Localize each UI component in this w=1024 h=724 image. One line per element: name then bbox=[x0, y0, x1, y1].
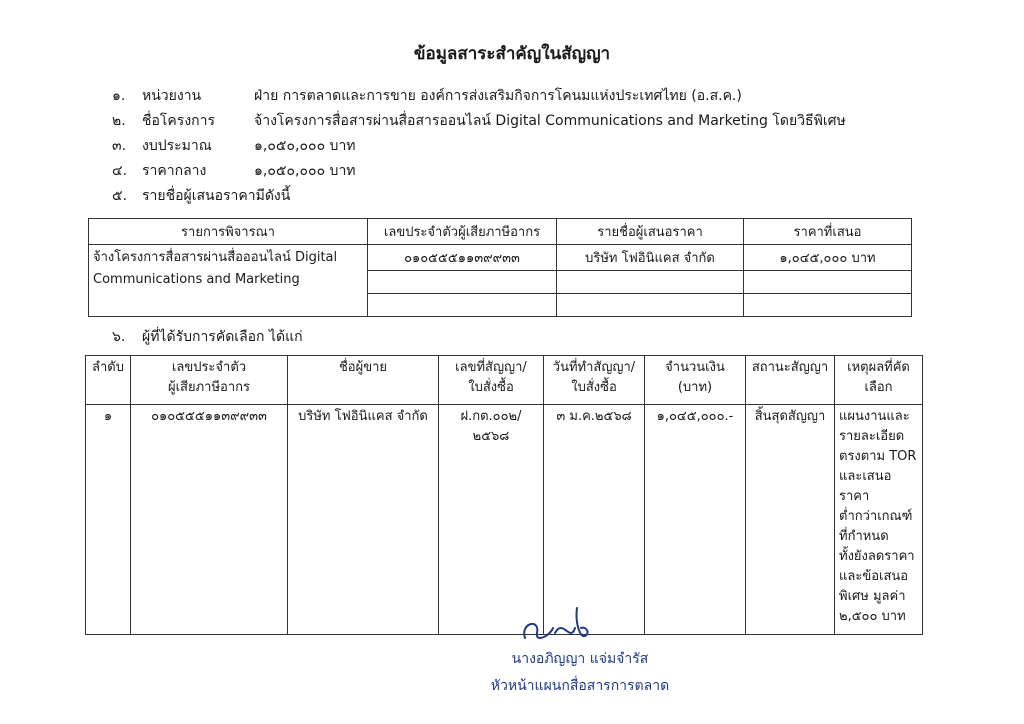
reason-line: พิเศษ มูลค่า bbox=[839, 589, 906, 604]
info-num: ๓. bbox=[112, 138, 127, 154]
info-line-project bbox=[112, 110, 846, 132]
table-row bbox=[86, 405, 923, 635]
winners-table bbox=[85, 355, 923, 635]
info-label: รายชื่อผู้เสนอราคามีดังนี้ bbox=[142, 188, 291, 204]
info-label: ชื่อโครงการ bbox=[142, 113, 216, 129]
item-cell: จ้างโครงการสื่อสารผ่านสื่อออนไลน์ Digital Communications and Marketing bbox=[89, 245, 368, 317]
tax-id-cell: ๐๑๐๕๕๕๑๑๓๙๙๓๓ bbox=[368, 245, 557, 271]
reason-line: และข้อเสนอ bbox=[839, 569, 909, 584]
table-row bbox=[89, 245, 912, 271]
page-title: ข้อมูลสาระสำคัญในสัญญา bbox=[413, 44, 611, 64]
table-header: จำนวนเงิน (บาท) bbox=[645, 356, 746, 405]
table-header: รายชื่อผู้เสนอราคา bbox=[557, 219, 744, 245]
reason-line: ๒,๕๐๐ บาท bbox=[839, 609, 906, 624]
info-label: ผู้ที่ได้รับการคัดเลือก ได้แก่ bbox=[142, 329, 303, 345]
info-value: ๑,๐๕๐,๐๐๐ บาท bbox=[254, 163, 356, 179]
info-line-agency bbox=[112, 85, 742, 107]
table-header: เลขประจำตัว ผู้เสียภาษีอากร bbox=[131, 356, 288, 405]
info-num: ๖. bbox=[112, 329, 126, 345]
info-line-budget bbox=[112, 135, 356, 157]
info-num: ๒. bbox=[112, 113, 126, 129]
info-value: จ้างโครงการสื่อสารผ่านสื่อสารออนไลน์ Digital Communications and Marketing โดยวิธีพิเศษ bbox=[254, 113, 846, 129]
reason-line: และเสนอราคา bbox=[839, 469, 892, 504]
table-header: เลขที่สัญญา/ ใบสั่งซื้อ bbox=[439, 356, 544, 405]
signer-name: นางอภิญญา แจ่มจำรัส bbox=[511, 651, 649, 667]
vendor-cell: บริษัท โฟอินิแคส จำกัด bbox=[288, 405, 439, 635]
reason-line: ที่กำหนด bbox=[839, 529, 889, 544]
table-header: ราคาที่เสนอ bbox=[744, 219, 912, 245]
table-header: ชื่อผู้ขาย bbox=[288, 356, 439, 405]
handwritten-signature bbox=[515, 598, 605, 648]
reason-line: รายละเอียด bbox=[839, 429, 905, 444]
bidder-cell: บริษัท โฟอินิแคส จำกัด bbox=[557, 245, 744, 271]
info-num: ๕. bbox=[112, 188, 128, 204]
signer-position: หัวหน้าแผนกสื่อสารการตลาด bbox=[490, 678, 670, 694]
seq-cell: ๑ bbox=[86, 405, 131, 635]
info-label: ราคากลาง bbox=[142, 163, 207, 179]
price-cell: ๑,๐๔๕,๐๐๐ บาท bbox=[744, 245, 912, 271]
info-line-bidders bbox=[112, 185, 290, 207]
tax-id-cell: ๐๑๐๕๕๕๑๑๓๙๙๓๓ bbox=[131, 405, 288, 635]
contract-no-cell: ฝ.กต.๐๐๒/ ๒๕๖๘ bbox=[439, 405, 544, 635]
bidders-table bbox=[88, 218, 912, 317]
info-label: งบประมาณ bbox=[142, 138, 212, 154]
table-header: รายการพิจารณา bbox=[89, 219, 368, 245]
table-header: วันที่ทำสัญญา/ ใบสั่งซื้อ bbox=[544, 356, 645, 405]
reason-line: ทั้งยังลดราคา bbox=[839, 549, 915, 564]
reason-line: ต่ำกว่าเกณฑ์ bbox=[839, 509, 913, 524]
info-num: ๑. bbox=[112, 88, 126, 104]
amount-cell: ๑,๐๔๕,๐๐๐.- bbox=[645, 405, 746, 635]
table-header: เลขประจำตัวผู้เสียภาษีอากร bbox=[368, 219, 557, 245]
reason-line: ตรงตาม TOR bbox=[839, 449, 917, 464]
info-num: ๔. bbox=[112, 163, 128, 179]
table-header-row bbox=[89, 219, 912, 245]
table-header-row bbox=[86, 356, 923, 405]
info-line-selected bbox=[112, 326, 303, 348]
contract-date-cell: ๓ ม.ค.๒๕๖๘ bbox=[544, 405, 645, 635]
info-value: ๑,๐๕๐,๐๐๐ บาท bbox=[254, 138, 356, 154]
info-label: หน่วยงาน bbox=[142, 88, 202, 104]
reason-line: แผนงานและ bbox=[839, 409, 910, 424]
info-line-median-price bbox=[112, 160, 356, 182]
info-value: ฝ่าย การตลาดและการขาย องค์การส่งเสริมกิจการโคนมแห่งประเทศไทย (อ.ส.ค.) bbox=[254, 88, 742, 104]
reason-cell bbox=[835, 405, 923, 635]
table-header: ลำดับ bbox=[86, 356, 131, 405]
table-header: สถานะสัญญา bbox=[746, 356, 835, 405]
table-header: เหตุผลที่คัดเลือก bbox=[835, 356, 923, 405]
status-cell: สิ้นสุดสัญญา bbox=[746, 405, 835, 635]
